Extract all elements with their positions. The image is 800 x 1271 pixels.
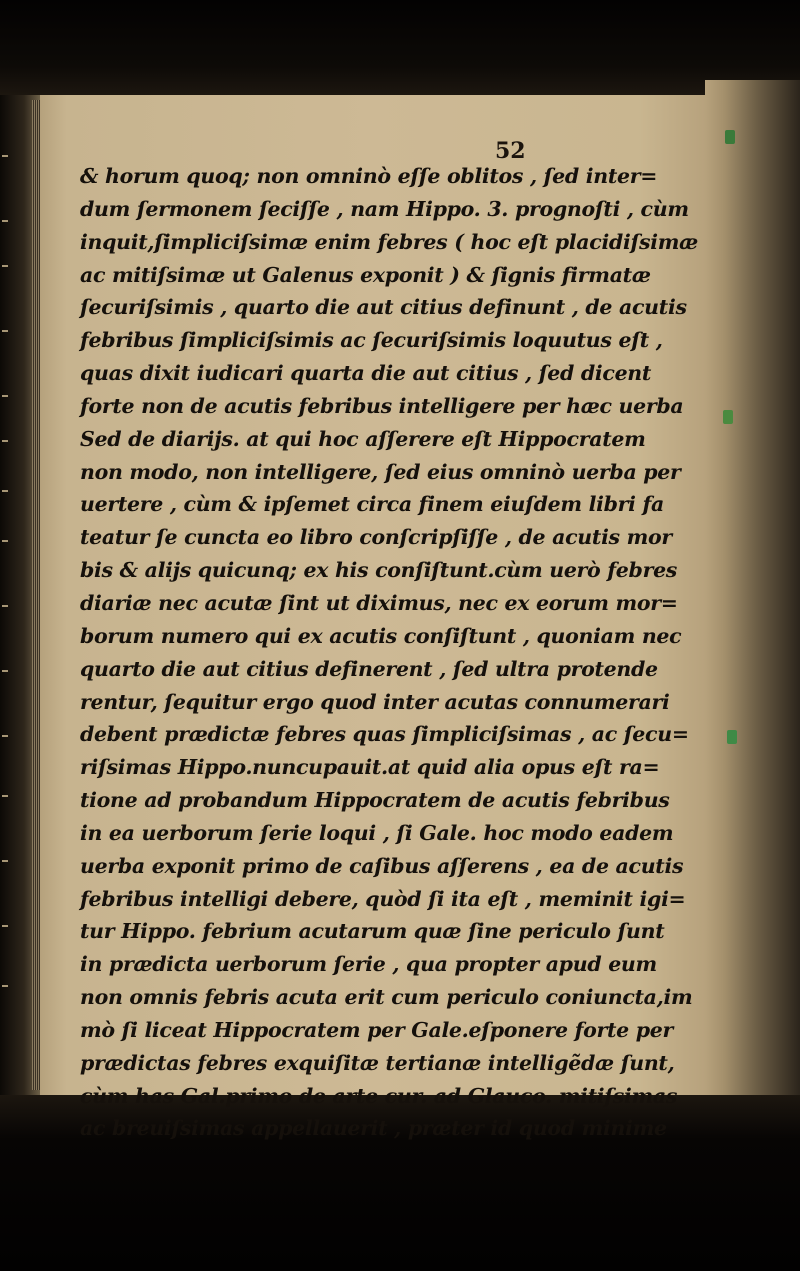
text-line: forte non de acutis febribus intelligere per hæc uerba [80, 393, 684, 418]
text-line: borum numero qui ex acutis conſiſtunt , quoniam nec [80, 623, 682, 648]
body-text [80, 160, 698, 1145]
text-line: & horum quoq; non omninò eſſe oblitos , ſed inter= [80, 164, 658, 188]
text-line: cùm has Gal.primo de arte cur. ad Glauco. mitiſsimas [80, 1083, 678, 1108]
page-number: 52 [495, 138, 526, 164]
text-line: rentur, ſequitur ergo quod inter acutas connumerari [80, 689, 670, 714]
text-line: quas dixit iudicari quarta die aut citius , ſed dicent [80, 361, 652, 386]
text-line: debent prædictæ febres quas ſimpliciſsimas , ac ſecu= [80, 722, 689, 747]
text-line: non omnis febris acuta erit cum periculo coniuncta,im [80, 985, 693, 1010]
text-line: in prædicta uerborum ſerie , qua propter apud eum [80, 952, 657, 977]
text-line: inquit,ſimpliciſsimæ enim febres ( hoc eſt placidiſsimæ [80, 229, 698, 254]
text-line: riſsimas Hippo.nuncupauit.at quid alia opus eſt ra= [80, 755, 660, 780]
text-line: non modo, non intelligere, ſed eius omninò uerba per [80, 459, 681, 484]
text-line: uertere , cùm & ipſemet circa finem eiuſdem libri fa [80, 492, 664, 517]
stacked-page-lines [32, 100, 40, 1090]
text-line: ac breuiſsimas appellauerit , præter id quod minime [80, 1116, 667, 1141]
text-line: tur Hippo. febrium acutarum quæ ſine periculo ſunt [80, 919, 665, 944]
text-line: teatur ſe cuncta eo libro conſcripſiſſe , de acutis mor [80, 525, 672, 550]
text-line: febribus ſimpliciſsimis ac ſecuriſsimis loquutus eſt , [80, 328, 663, 353]
text-line: Sed de diarijs. at qui hoc aſſerere eſt Hippocratem [80, 426, 646, 451]
text-line: bis & alijs quicunq; ex his conſiſtunt.cùm uerò febres [80, 558, 678, 583]
text-line: in ea uerborum ſerie loqui , ſi Gale. hoc modo eadem [80, 820, 674, 845]
text-line: mò ſi liceat Hippocratem per Gale.eſponere forte per [80, 1017, 674, 1042]
binding-gutter [705, 80, 800, 1140]
text-line: quarto die aut citius definerent , ſed ultra protende [80, 656, 658, 681]
text-line: tione ad probandum Hippocratem de acutis febribus [80, 788, 670, 813]
text-line: diariæ nec acutæ ſint ut diximus, nec ex eorum mor= [80, 590, 678, 615]
text-line: febribus intelligi debere, quòd ſi ita eſt , meminit igi= [80, 886, 686, 911]
text-line: dum ſermonem ſeciſſe , nam Hippo. 3. prognoſti , cùm [80, 196, 689, 221]
text-line: uerba exponit primo de caſibus aſſerens , ea de acutis [80, 853, 684, 878]
text-line: prædictas febres exquiſitæ tertianæ intelligẽdæ ſunt, [80, 1050, 675, 1075]
text-line: ac mitiſsimæ ut Galenus exponit ) & ſignis firmatæ [80, 262, 651, 287]
scan-top-border [0, 0, 800, 95]
text-line: ſecuriſsimis , quarto die aut citius definunt , de acutis [80, 295, 687, 320]
